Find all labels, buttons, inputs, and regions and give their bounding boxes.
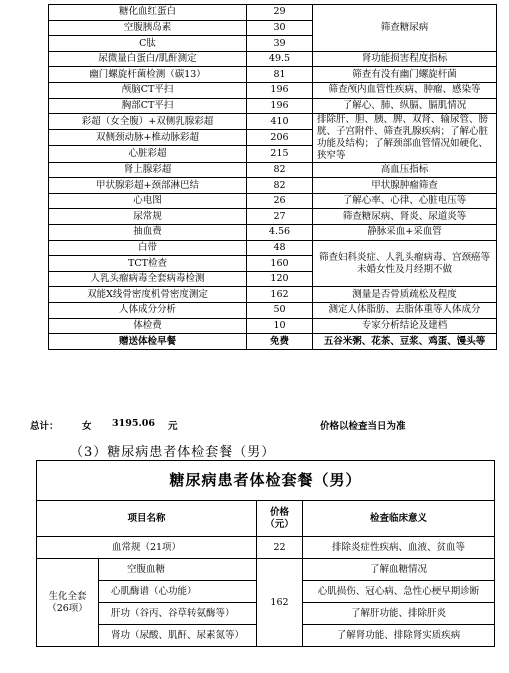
item-price: 82 xyxy=(247,162,313,178)
item-name: 肝功（谷丙、谷草转氨酶等） xyxy=(99,603,257,625)
item-price: 27 xyxy=(247,209,313,225)
item-name: 赠送体检早餐 xyxy=(49,334,247,350)
item-meaning: 筛查有没有幽门螺旋杆菌 xyxy=(313,67,497,83)
table-row xyxy=(49,67,497,83)
table-row xyxy=(49,82,497,98)
total-summary xyxy=(30,418,496,432)
table-row xyxy=(49,240,497,256)
item-name: C肽 xyxy=(49,36,247,52)
group-price: 162 xyxy=(257,559,303,647)
item-name: 幽门螺旋杆菌检测（碳13） xyxy=(49,67,247,83)
item-price: 162 xyxy=(247,287,313,303)
item-meaning: 排除肝、胆、胰、脾、双肾、输尿管、膀胱、子宫附件、筛查乳腺疾病；了解心脏功能及结构；了解颈部血管情况如硬化、狭窄等 xyxy=(313,114,497,163)
item-name: 甲状腺彩超+颈部淋巴结 xyxy=(49,178,247,194)
item-price: 196 xyxy=(247,82,313,98)
item-meaning: 专家分析结论及建档 xyxy=(313,318,497,334)
table-row xyxy=(49,162,497,178)
item-meaning: 了解心率、心律、心脏电压等 xyxy=(313,193,497,209)
total-unit: 元 xyxy=(168,421,178,432)
item-name: 肾功（尿酸、肌酐、尿素氮等） xyxy=(99,625,257,647)
item-name: 抽血费 xyxy=(49,225,247,241)
item-name: 彩超（女全腹）+双侧乳腺彩超 xyxy=(49,114,247,130)
item-name: 空腹胰岛素 xyxy=(49,20,247,36)
item-meaning: 五谷米粥、花茶、豆浆、鸡蛋、馒头等 xyxy=(313,334,497,350)
item-price: 410 xyxy=(247,114,313,130)
item-price: 120 xyxy=(247,271,313,287)
item-name: 血常规（21项） xyxy=(37,537,257,559)
item-price: 29 xyxy=(247,5,313,21)
item-meaning: 甲状腺肿瘤筛查 xyxy=(313,178,497,194)
item-meaning: 筛查颅内血管性疾病、肿瘤、感染等 xyxy=(313,82,497,98)
item-name: 心脏彩超 xyxy=(49,146,247,162)
item-name: 尿常规 xyxy=(49,209,247,225)
item-price: 160 xyxy=(247,256,313,272)
table-row xyxy=(49,51,497,67)
item-price: 49.5 xyxy=(247,51,313,67)
total-amount: 3195.06 xyxy=(112,418,155,429)
item-name: 心电图 xyxy=(49,193,247,209)
item-name: 人乳头瘤病毒全套病毒检测 xyxy=(49,271,247,287)
table-row xyxy=(37,537,495,559)
item-price: 10 xyxy=(247,318,313,334)
item-meaning: 心肌损伤、冠心病、急性心梗早期诊断 xyxy=(303,581,495,603)
item-meaning: 高血压指标 xyxy=(313,162,497,178)
table-title: 糖尿病患者体检套餐（男） xyxy=(37,461,495,501)
item-price: 39 xyxy=(247,36,313,52)
table-header-row xyxy=(37,501,495,537)
item-name: 颅脑CT平扫 xyxy=(49,82,247,98)
item-meaning: 了解肾功能、排除肾实质疾病 xyxy=(303,625,495,647)
header-meaning: 检查临床意义 xyxy=(303,501,495,537)
item-meaning: 筛查糖尿病、肾炎、尿道炎等 xyxy=(313,209,497,225)
item-price: 215 xyxy=(247,146,313,162)
item-meaning: 了解血糖情况 xyxy=(303,559,495,581)
table-row xyxy=(49,334,497,350)
item-name: 双侧颈动脉+椎动脉彩超 xyxy=(49,130,247,146)
table-row xyxy=(49,303,497,319)
table-row xyxy=(49,178,497,194)
item-price: 50 xyxy=(247,303,313,319)
item-price: 206 xyxy=(247,130,313,146)
item-price: 免费 xyxy=(247,334,313,350)
item-price: 196 xyxy=(247,98,313,114)
item-name: 双能X线骨密度机骨密度测定 xyxy=(49,287,247,303)
total-label: 总计： xyxy=(30,421,59,432)
item-meaning: 了解心、肺、纵膈、膈肌情况 xyxy=(313,98,497,114)
item-meaning: 测定人体脂肪、去脂体重等人体成分 xyxy=(313,303,497,319)
package-table-female xyxy=(48,4,497,350)
header-item: 项目名称 xyxy=(37,501,257,537)
item-name: 胸部CT平扫 xyxy=(49,98,247,114)
table-row xyxy=(49,5,497,21)
table-row xyxy=(49,98,497,114)
item-price: 81 xyxy=(247,67,313,83)
item-price: 82 xyxy=(247,178,313,194)
item-meaning: 筛查糖尿病 xyxy=(313,5,497,52)
table-row xyxy=(49,318,497,334)
item-meaning: 静脉采血+采血管 xyxy=(313,225,497,241)
item-name: TCT检查 xyxy=(49,256,247,272)
table-row xyxy=(49,287,497,303)
group-name: 生化全套（26项） xyxy=(37,559,99,647)
item-price: 48 xyxy=(247,240,313,256)
item-price: 22 xyxy=(257,537,303,559)
item-meaning: 排除炎症性疾病、血液、贫血等 xyxy=(303,537,495,559)
section-heading: （3）糖尿病患者体检套餐（男） xyxy=(70,445,276,460)
item-name: 体检费 xyxy=(49,318,247,334)
item-name: 糖化血红蛋白 xyxy=(49,5,247,21)
item-meaning: 了解肝功能、排除肝炎 xyxy=(303,603,495,625)
table-row xyxy=(37,559,495,581)
total-gender: 女 xyxy=(82,421,92,432)
item-meaning: 筛查妇科炎症、人乳头瘤病毒、宫颈癌等未婚女性及月经期不做 xyxy=(313,240,497,287)
item-name: 心肌酶谱（心功能） xyxy=(99,581,257,603)
item-name: 肾上腺彩超 xyxy=(49,162,247,178)
item-price: 4.56 xyxy=(247,225,313,241)
table-row xyxy=(49,193,497,209)
item-name: 尿微量白蛋白/肌酐测定 xyxy=(49,51,247,67)
item-price: 26 xyxy=(247,193,313,209)
table-row xyxy=(49,225,497,241)
item-name: 空腹血糖 xyxy=(99,559,257,581)
item-price: 30 xyxy=(247,20,313,36)
table-row xyxy=(49,114,497,130)
header-price: 价格（元） xyxy=(257,501,303,537)
item-name: 人体成分分析 xyxy=(49,303,247,319)
item-name: 白带 xyxy=(49,240,247,256)
item-meaning: 肾功能损害程度指标 xyxy=(313,51,497,67)
total-note: 价格以检查当日为准 xyxy=(320,421,406,432)
table-row xyxy=(49,209,497,225)
package-table-male xyxy=(36,460,495,647)
item-meaning: 测量是否骨质疏松及程度 xyxy=(313,287,497,303)
